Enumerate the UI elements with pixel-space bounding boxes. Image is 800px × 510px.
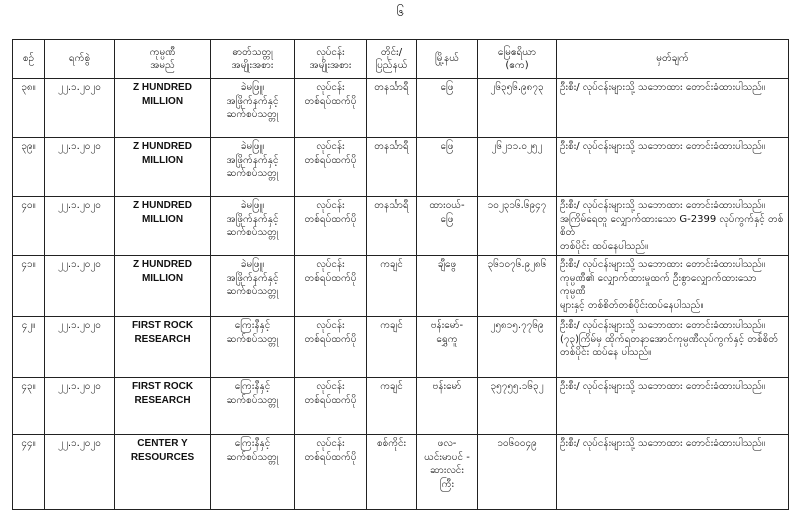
cell-township: ဗန်းမော် bbox=[417, 378, 478, 435]
cell-no: ၃၈။ bbox=[13, 79, 45, 138]
cell-mineral: ကြေးနီနှင့် ဆက်စပ်သတ္တု bbox=[211, 435, 295, 510]
cell-region: တနင်္သာရီ bbox=[367, 197, 417, 256]
cell-company: FIRST ROCK RESEARCH bbox=[115, 378, 211, 435]
header-row bbox=[13, 40, 789, 79]
cell-date: ၂၂.၁.၂၀၂၀ bbox=[45, 79, 115, 138]
header-township: မြို့နယ် bbox=[417, 40, 478, 79]
cell-operation: လုပ်ငန်း တစ်ရပ်ထက်ပို bbox=[295, 197, 367, 256]
table-row bbox=[13, 138, 789, 197]
cell-area: ၃၅၇၅၅.၁၆၃၂ bbox=[478, 378, 557, 435]
cell-company: CENTER Y RESOURCES bbox=[115, 435, 211, 510]
cell-township: ဗန်းမော်- ရွှေကူ bbox=[417, 317, 478, 378]
header-operation: လုပ်ငန်း အမျိုးအစား bbox=[295, 40, 367, 79]
cell-company: Z HUNDRED MILLION bbox=[115, 138, 211, 197]
cell-remarks: ဦးစီး/ လုပ်ငန်းများသို့ သဘောထား တောင်းခံထားပါသည်။ bbox=[557, 138, 789, 197]
header-remarks: မှတ်ချက် bbox=[557, 40, 789, 79]
header-area: မြေဧရိယာ (ဧက) bbox=[478, 40, 557, 79]
cell-area: ၂၅၈၁၅.၇၇၆၉ bbox=[478, 317, 557, 378]
cell-region: ကချင် bbox=[367, 317, 417, 378]
cell-remarks: ဦးစီး/ လုပ်ငန်းများသို့ သဘောထား တောင်းခံထားပါသည်။ bbox=[557, 378, 789, 435]
cell-no: ၄၄။ bbox=[13, 435, 45, 510]
cell-mineral: ကြေးနီနှင့် ဆက်စပ်သတ္တု bbox=[211, 317, 295, 378]
table-row bbox=[13, 317, 789, 378]
cell-company: FIRST ROCK RESEARCH bbox=[115, 317, 211, 378]
page-number: ၆ bbox=[396, 5, 404, 20]
cell-no: ၄၁။ bbox=[13, 256, 45, 317]
cell-date: ၂၂.၁.၂၀၂၀ bbox=[45, 256, 115, 317]
table-row bbox=[13, 197, 789, 256]
header-mineral: ဓာတ်သတ္တု အမျိုးအစား bbox=[211, 40, 295, 79]
cell-area: ၃၆၁၀၇၆.၉၂၈၆ bbox=[478, 256, 557, 317]
cell-remarks: ဦးစီး/ လုပ်ငန်းများသို့ သဘောထား တောင်းခံထားပါသည်။ bbox=[557, 79, 789, 138]
cell-no: ၃၉။ bbox=[13, 138, 45, 197]
cell-date: ၂၂.၁.၂၀၂၀ bbox=[45, 317, 115, 378]
cell-date: ၂၂.၁.၂၀၂၀ bbox=[45, 138, 115, 197]
cell-no: ၄၃။ bbox=[13, 378, 45, 435]
header-region: တိုင်း/ ပြည်နယ် bbox=[367, 40, 417, 79]
cell-township: ချီဖွေ bbox=[417, 256, 478, 317]
table-row bbox=[13, 378, 789, 435]
cell-no: ၄၂။ bbox=[13, 317, 45, 378]
cell-area: ၁၀၆၀၀၄၉ bbox=[478, 435, 557, 510]
cell-region: ကချင် bbox=[367, 378, 417, 435]
table-row bbox=[13, 435, 789, 510]
cell-township: ဖြေ bbox=[417, 79, 478, 138]
cell-operation: လုပ်ငန်း တစ်ရပ်ထက်ပို bbox=[295, 79, 367, 138]
cell-remarks: ဦးစီး/ လုပ်ငန်းများသို့ သဘောထား တောင်းခံထားပါသည်။ bbox=[557, 435, 789, 510]
cell-remarks: ဦးစီး/ လုပ်ငန်းများသို့ သဘောထား တောင်းခံထားပါသည်။ အကြိမ်ရေတူ လျှောက်ထားသော G-2399 လုပ်ကွက်နှင့် တစ်စိတ် တစ်ပိုင်း ထပ်နေပါသည်။ bbox=[557, 197, 789, 256]
cell-mineral: ခဲမဖြူ၊ အဖြိုက်နက်နှင့် ဆက်စပ်သတ္တု bbox=[211, 197, 295, 256]
cell-company: Z HUNDRED MILLION bbox=[115, 197, 211, 256]
cell-region: တနင်္သာရီ bbox=[367, 138, 417, 197]
header-no: စဉ် bbox=[13, 40, 45, 79]
cell-region: စစ်ကိုင်း bbox=[367, 435, 417, 510]
cell-area: ၂၆၃၅၆.၉၈၇၃ bbox=[478, 79, 557, 138]
mining-applications-table bbox=[12, 39, 789, 510]
cell-company: Z HUNDRED MILLION bbox=[115, 79, 211, 138]
cell-company: Z HUNDRED MILLION bbox=[115, 256, 211, 317]
cell-mineral: ခဲမဖြူ၊ အဖြိုက်နက်နှင့် ဆက်စပ်သတ္တု bbox=[211, 79, 295, 138]
cell-remarks: ဦးစီး/ လုပ်ငန်းများသို့ သဘောထား တောင်းခံထားပါသည်။ (၇၃)ကြိမ်မှ ထိုက်ရတနာအောင်ကုမ္ပဏီလုပ်ကွက်နှင့် တစ်စိတ် တစ်ပိုင်း ထပ်နေ ပါသည်။ bbox=[557, 317, 789, 378]
cell-mineral: ခဲမဖြူ၊ အဖြိုက်နက်နှင့် ဆက်စပ်သတ္တု bbox=[211, 138, 295, 197]
cell-township: ထားဝယ်- ဖြေ bbox=[417, 197, 478, 256]
cell-area: ၁၀၂၃၁၆.၆၉၄၇ bbox=[478, 197, 557, 256]
cell-region: တနင်္သာရီ bbox=[367, 79, 417, 138]
cell-operation: လုပ်ငန်း တစ်ရပ်ထက်ပို bbox=[295, 378, 367, 435]
table-row bbox=[13, 256, 789, 317]
header-date: ရက်စွဲ bbox=[45, 40, 115, 79]
cell-operation: လုပ်ငန်း တစ်ရပ်ထက်ပို bbox=[295, 435, 367, 510]
cell-date: ၂၂.၁.၂၀၂၀ bbox=[45, 435, 115, 510]
cell-township: ဖြေ bbox=[417, 138, 478, 197]
header-company: ကုမ္ပဏီ အမည် bbox=[115, 40, 211, 79]
cell-area: ၂၆၂၁၁.၀၂၅၂ bbox=[478, 138, 557, 197]
cell-date: ၂၂.၁.၂၀၂၀ bbox=[45, 197, 115, 256]
cell-operation: လုပ်ငန်း တစ်ရပ်ထက်ပို bbox=[295, 256, 367, 317]
cell-township: ဖလ- ယင်းမာပင် - ဆားလင်း ကြီး bbox=[417, 435, 478, 510]
cell-date: ၂၂.၁.၂၀၂၀ bbox=[45, 378, 115, 435]
cell-no: ၄၀။ bbox=[13, 197, 45, 256]
cell-mineral: ခဲမဖြူ၊ အဖြိုက်နက်နှင့် ဆက်စပ်သတ္တု bbox=[211, 256, 295, 317]
cell-region: ကချင် bbox=[367, 256, 417, 317]
table-row bbox=[13, 79, 789, 138]
cell-operation: လုပ်ငန်း တစ်ရပ်ထက်ပို bbox=[295, 138, 367, 197]
cell-operation: လုပ်ငန်း တစ်ရပ်ထက်ပို bbox=[295, 317, 367, 378]
cell-remarks: ဦးစီး/ လုပ်ငန်းများသို့ သဘောထား တောင်းခံထားပါသည်။ ကုမ္ပဏီ၏ လျှောက်ထားမှုထက် ဦးစွာလျှောက်ထားသော ကုမ္ပဏီ များနှင့် တစ်စိတ်တစ်ပိုင်းထပ်နေပါသည်။ bbox=[557, 256, 789, 317]
cell-mineral: ကြေးနီနှင့် ဆက်စပ်သတ္တု bbox=[211, 378, 295, 435]
